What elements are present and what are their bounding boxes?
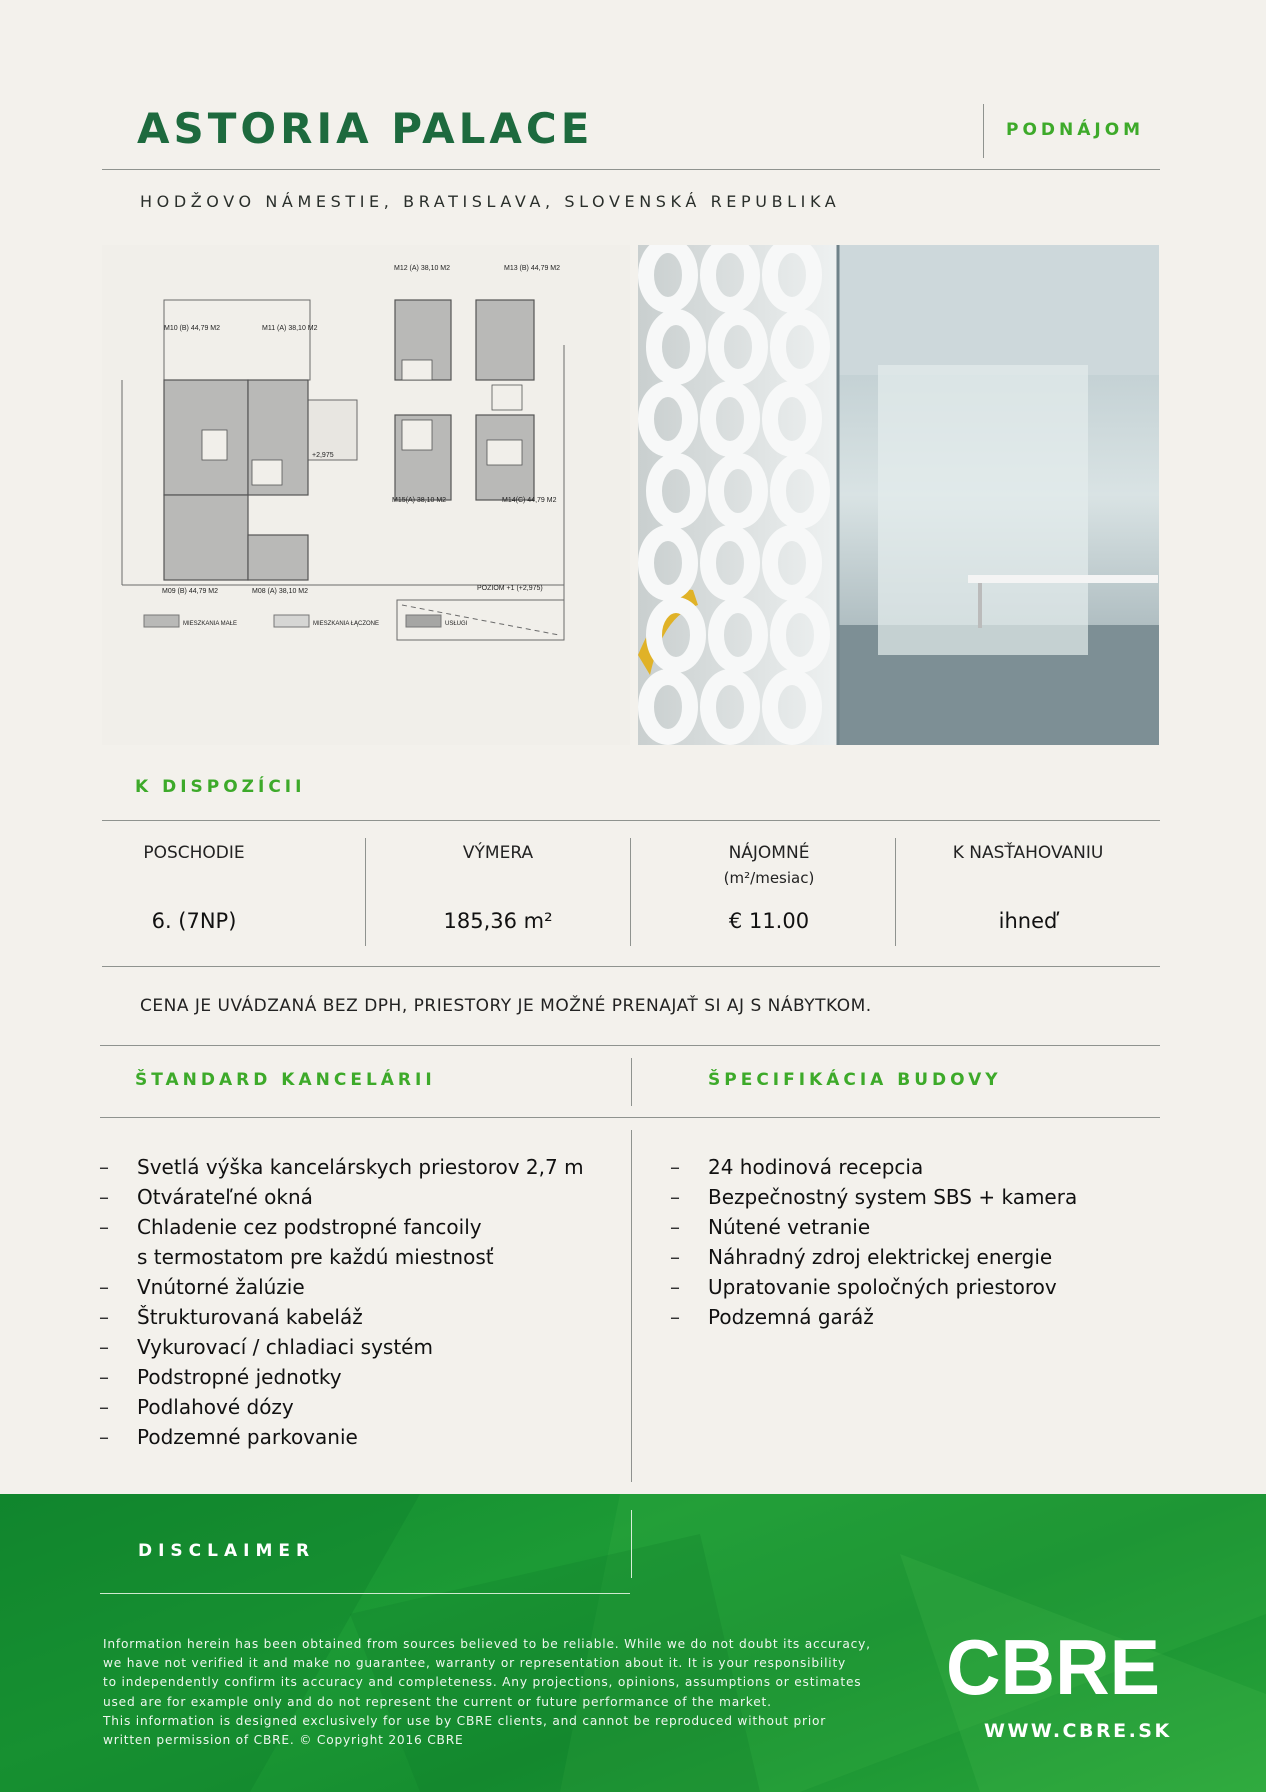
legend-swatch: [406, 615, 441, 627]
disclaimer-heading: DISCLAIMER: [138, 1541, 316, 1561]
floor-value: 6. (7NP): [151, 909, 237, 933]
listing-type-label: PODNÁJOM: [1006, 120, 1145, 140]
cbre-logo[interactable]: [944, 1630, 1162, 1702]
list-item: – Nútené vetranie: [670, 1215, 871, 1239]
legend-label: MIESZKANIA ŁĄCZONE: [313, 621, 380, 627]
svg-text:CBRE: CBRE: [946, 1630, 1160, 1702]
availability-top-rule: [102, 820, 1160, 821]
floor-sub: [62, 869, 326, 887]
desk: [968, 575, 1158, 583]
header-rule: [102, 169, 1160, 170]
legend-swatch: [144, 615, 179, 627]
list-item: – Podstropné jednotky: [99, 1365, 342, 1389]
area-header: VÝMERA: [462, 843, 534, 863]
availability-area: [366, 838, 630, 946]
list-item: – Podlahové dózy: [99, 1395, 294, 1419]
features-divider: [631, 1130, 632, 1482]
room-partition: [202, 430, 227, 460]
plan-label: M08 (A) 38,10 M2: [252, 588, 309, 595]
rent-header: NÁJOMNÉ: [728, 843, 810, 863]
plan-label: M10 (B) 44,79 M2: [164, 325, 221, 332]
room-partition: [402, 360, 432, 380]
legend-label: USŁUGI: [445, 621, 468, 627]
terrace-outline: [164, 300, 310, 380]
plan-label: M09 (B) 44,79 M2: [162, 588, 219, 595]
glass-partition: [878, 365, 1088, 655]
list-item: – Otvárateľné okná: [99, 1185, 313, 1209]
area-sub: [366, 869, 630, 887]
availability-floor: [62, 838, 326, 946]
section-rule: [100, 1045, 1160, 1046]
room-partition: [252, 460, 282, 485]
availability-heading: K DISPOZÍCII: [135, 777, 306, 797]
office-standard-heading: ŠTANDARD KANCELÁRII: [135, 1070, 436, 1090]
plan-elevation: +2,975: [312, 452, 334, 459]
unit-m08: [248, 535, 308, 580]
list-item: – Štrukturovaná kabeláž: [99, 1305, 363, 1329]
building-spec-list: [670, 1152, 1077, 1332]
availability-bottom-rule: [102, 966, 1160, 967]
list-item: – Bezpečnostný system SBS + kamera: [670, 1185, 1078, 1209]
staircase: [307, 400, 357, 460]
plan-label: M14(C) 44,79 M2: [502, 497, 557, 504]
list-item: – 24 hodinová recepcia: [670, 1155, 924, 1179]
room-partition: [402, 420, 432, 450]
column-divider: [630, 838, 631, 946]
header-divider: [983, 104, 984, 158]
disclaimer-text: Information herein has been obtained from sources believed to be reliable. While we do not doubt its accuracy, we have not verified it and make no guarantee, warranty or representation about it. It is your responsibility to independently confirm its accuracy and completeness. Any projections, opinions, assumptions or estimates used are for example only and do not represent the current or future performance of the market. This information is designed exclusively for use by CBRE clients, and cannot be reproduced without prior written permission of CBRE. © Copyright 2016 CBRE: [103, 1637, 871, 1748]
availability-rent: [637, 838, 901, 946]
price-note: CENA JE UVÁDZANÁ BEZ DPH, PRIESTORY JE MOŽNÉ PRENAJAŤ SI AJ S NÁBYTKOM.: [140, 996, 872, 1016]
move-in-value: ihneď: [998, 909, 1058, 933]
features-rule: [100, 1117, 1160, 1118]
ceiling: [838, 245, 1159, 375]
floor-plan-drawing: [102, 245, 630, 745]
list-item: – Chladenie cez podstropné fancoily: [99, 1215, 482, 1239]
room-partition: [487, 440, 522, 465]
office-photo: [638, 245, 1159, 745]
building-spec-heading: ŠPECIFIKÁCIA BUDOVY: [708, 1070, 1002, 1090]
website-link[interactable]: WWW.CBRE.SK: [984, 1720, 1172, 1742]
rent-value: € 11.00: [728, 909, 810, 933]
plan-label: M13 (B) 44,79 M2: [504, 265, 561, 272]
unit-m13: [476, 300, 534, 380]
list-item: – Podzemné parkovanie: [99, 1425, 358, 1449]
area-value: 185,36 m²: [443, 909, 553, 933]
page-title: ASTORIA PALACE: [137, 104, 594, 153]
list-item: – Náhradný zdroj elektrickej energie: [670, 1245, 1053, 1269]
plan-label: M12 (A) 38,10 M2: [394, 265, 451, 272]
legend-swatch: [274, 615, 309, 627]
room-partition: [492, 385, 522, 410]
legend-label: MIESZKANIA MAŁE: [183, 621, 238, 627]
unit-m09: [164, 495, 248, 580]
floor-header: POSCHODIE: [143, 843, 245, 863]
list-item: – Svetlá výška kancelárskych priestorov 2,7 m: [99, 1155, 584, 1179]
list-item: – Upratovanie spoločných priestorov: [670, 1275, 1057, 1299]
list-item: – Vnútorné žalúzie: [99, 1275, 305, 1299]
rent-sub: (m²/mesiac): [723, 869, 815, 887]
availability-move-in: [896, 838, 1160, 946]
plan-label: M15(A) 38,10 M2: [392, 497, 447, 504]
footer-divider: [631, 1510, 632, 1578]
list-item-continuation: s termostatom pre každú miestnosť: [137, 1245, 494, 1269]
section-divider: [631, 1058, 632, 1106]
plan-level-label: POZIOM +1 (+2,975): [477, 585, 543, 592]
move-in-header: K NASŤAHOVANIU: [952, 843, 1104, 863]
office-standard-list: [99, 1152, 584, 1452]
move-in-sub: [896, 869, 1160, 887]
disclaimer-rule: [100, 1593, 630, 1594]
list-item: – Podzemná garáž: [670, 1305, 874, 1329]
desk-legs: [978, 583, 982, 628]
address: HODŽOVO NÁMESTIE, BRATISLAVA, SLOVENSKÁ REPUBLIKA: [140, 192, 841, 211]
floor-plan: [102, 245, 630, 745]
list-item: – Vykurovací / chladiaci systém: [99, 1335, 433, 1359]
plan-label: M11 (A) 38,10 M2: [262, 325, 318, 332]
